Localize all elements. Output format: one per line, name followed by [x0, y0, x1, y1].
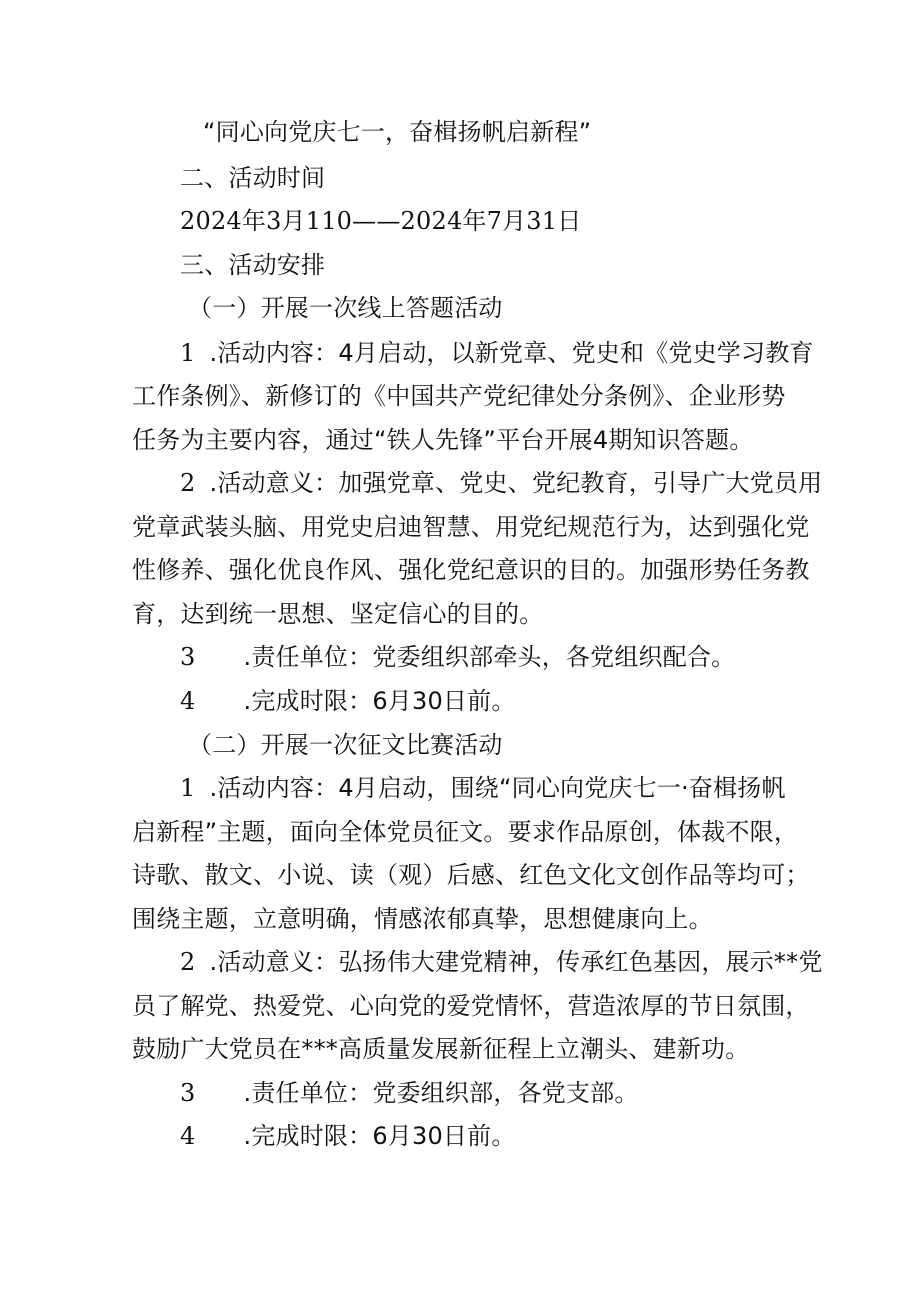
- item-text: 4月启动，以新党章、党史和《党史学习教育: [338, 339, 814, 367]
- item-number: 1: [180, 774, 196, 802]
- part1-item2-line4: 育，达到统一思想、坚定信心的目的。: [132, 600, 544, 628]
- part1-item1-line2: 工作条例》、新修订的《中国共产党纪律处分条例》、企业形势: [132, 382, 786, 410]
- item-number: 2: [180, 469, 196, 497]
- part1-item1-line3: 任务为主要内容，通过“铁人先锋”平台开展4期知识答题。: [132, 426, 754, 454]
- item-text: 6月30日前。: [372, 687, 516, 715]
- item-number: 3: [180, 643, 196, 671]
- item-text: 4月启动，围绕“同心向党庆七一·奋楫扬帆: [338, 774, 786, 802]
- part2-item4: [180, 1121, 516, 1151]
- item-text: 党委组织部牵头，各党组织配合。: [372, 643, 736, 671]
- item-number: 4: [180, 687, 196, 715]
- part2-item2-line2: 员了解党、热爱党、心向党的爱党情怀，营造浓厚的节日氛围，: [132, 992, 810, 1020]
- item-label: .活动意义：: [209, 948, 339, 976]
- item-text: 加强党章、党史、党纪教育，引导广大党员用: [338, 469, 823, 497]
- item-label: .责任单位：: [243, 1079, 373, 1107]
- part2-item1-line4: 围绕主题，立意明确，情感浓郁真挚，思想健康向上。: [132, 905, 713, 933]
- part1-item1-line1: [180, 338, 814, 368]
- part2-item3: [180, 1078, 639, 1108]
- part1-item3: [180, 642, 735, 672]
- item-label: .完成时限：: [243, 1122, 373, 1150]
- item-number: 1: [180, 339, 196, 367]
- part2-item1-line2: 启新程”主题，面向全体党员征文。要求作品原创，体裁不限，: [132, 818, 799, 846]
- part2-heading: （二）开展一次征文比赛活动: [188, 731, 503, 759]
- part2-item1-line3: 诗歌、散文、小说、读（观）后感、红色文化文创作品等均可；: [132, 861, 810, 889]
- part2-item1-line1: [180, 773, 786, 803]
- activity-dates: 2024年3月110——2024年7月31日: [180, 207, 582, 235]
- item-label: .活动内容：: [209, 339, 339, 367]
- section-heading-time: 二、活动时间: [180, 164, 326, 192]
- item-label: .责任单位：: [243, 643, 373, 671]
- part1-heading: （一）开展一次线上答题活动: [188, 294, 503, 322]
- part1-item4: [180, 686, 516, 716]
- part1-item2-line1: [180, 468, 822, 498]
- item-text: 弘扬伟大建党精神，传承红色基因，展示**党: [338, 948, 823, 976]
- part2-item2-line1: [180, 947, 823, 977]
- part2-item2-line3: 鼓励广大党员在***高质量发展新征程上立潮头、建新功。: [132, 1035, 750, 1063]
- section-heading-arrangement: 三、活动安排: [180, 251, 326, 279]
- item-number: 3: [180, 1079, 196, 1107]
- item-label: .活动内容：: [209, 774, 339, 802]
- item-label: .完成时限：: [243, 687, 373, 715]
- item-number: 2: [180, 948, 196, 976]
- item-text: 党委组织部，各党支部。: [372, 1079, 639, 1107]
- item-label: .活动意义：: [209, 469, 339, 497]
- theme-line: “同心向党庆七一，奋楫扬帆启新程”: [203, 118, 592, 146]
- item-number: 4: [180, 1122, 196, 1150]
- part1-item2-line2: 党章武装头脑、用党史启迪智慧、用党纪规范行为，达到强化党: [132, 513, 810, 541]
- item-text: 6月30日前。: [372, 1122, 516, 1150]
- part1-item2-line3: 性修养、强化优良作风、强化党纪意识的目的。加强形势任务教: [132, 556, 810, 584]
